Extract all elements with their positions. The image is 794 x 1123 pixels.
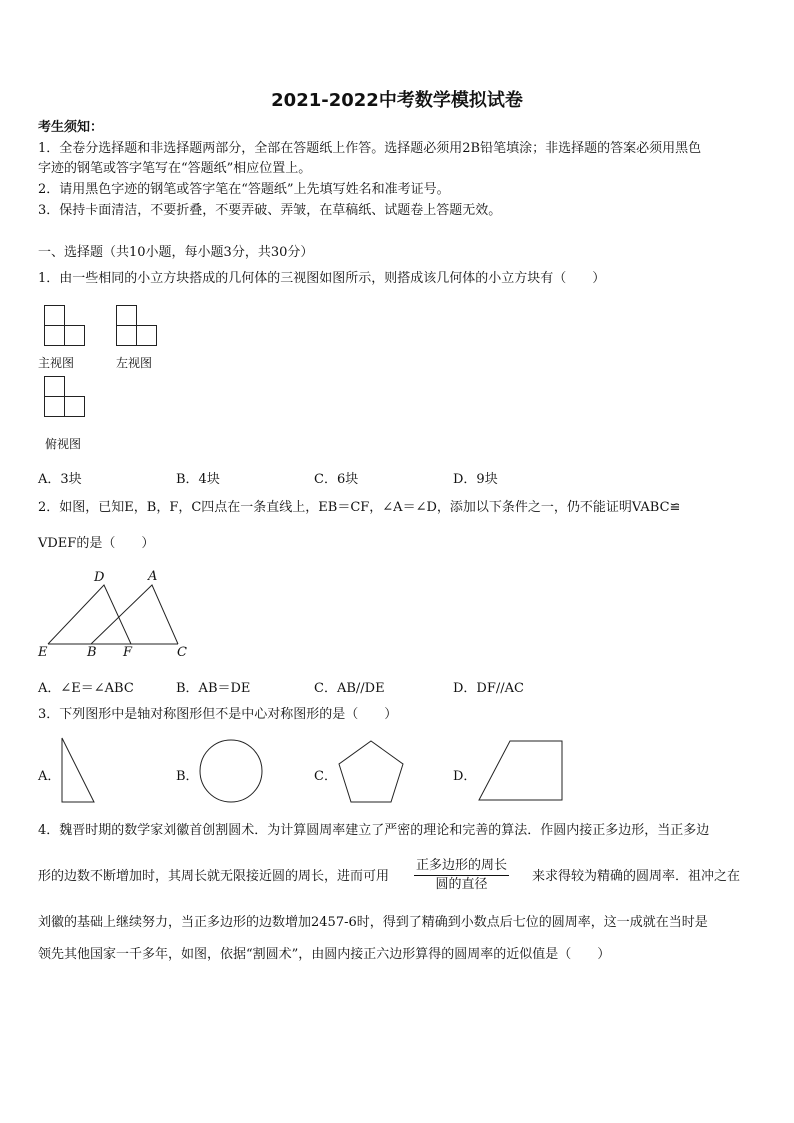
q1-option-d[interactable]: D．9块 [453, 472, 498, 487]
q1-option-b[interactable]: B．4块 [176, 472, 220, 487]
section-heading: 一、选择题（共10小题，每小题3分，共30分） [38, 245, 314, 260]
notice-heading: 考生须知： [38, 120, 104, 135]
point-label-d: D [94, 570, 105, 585]
q3-option-c[interactable]: C． [314, 769, 337, 784]
q1-option-a[interactable]: A．3块 [38, 472, 82, 487]
point-label-b: B [87, 645, 97, 660]
q3-option-a[interactable]: A． [38, 769, 61, 784]
q2-option-b[interactable]: B．AB＝DE [176, 681, 251, 696]
front-view-figure [44, 305, 88, 349]
point-label-c: C [177, 645, 187, 660]
question-1-stem: 1．由一些相同的小立方块搭成的几何体的三视图如图所示，则搭成该几何体的小立方块有（ ） [38, 271, 606, 286]
trapezoid-shape [476, 739, 566, 803]
q3-option-d[interactable]: D． [453, 769, 477, 784]
triangles-figure [34, 568, 194, 660]
question-2-stem: 2．如图，已知E，B，F，C四点在一条直线上，EB＝CF，∠A＝∠D，添加以下条件之一，仍不能证明VABC≌ [38, 500, 681, 515]
question-3-stem: 3．下列图形中是轴对称图形但不是中心对称图形的是（ ） [38, 707, 398, 722]
notice-item: 3．保持卡面清洁，不要折叠，不要弄破、弄皱，在草稿纸、试题卷上答题无效。 [38, 203, 502, 218]
q2-option-d[interactable]: D．DF//AC [453, 681, 524, 696]
question-2-stem-cont: VDEF的是（ ） [38, 536, 155, 551]
point-label-e: E [38, 645, 48, 660]
front-view-label: 主视图 [38, 356, 75, 370]
question-4-line4: 领先其他国家一千多年，如图，依据“割圆术”，由圆内接正六边形算得的圆周率的近似值是（ ） [38, 947, 611, 962]
fraction-numerator: 正多边形的周长 [414, 857, 509, 876]
left-view-label: 左视图 [116, 356, 153, 370]
point-label-a: A [148, 569, 158, 584]
notice-item: 2．请用黑色字迹的钢笔或答字笔在“答题纸”上先填写姓名和准考证号。 [38, 182, 450, 197]
q2-option-c[interactable]: C．AB//DE [314, 681, 385, 696]
question-4-line2 [38, 867, 389, 887]
question-4-line3: 刘徽的基础上继续努力，当正多边形的边数增加2457-6时，得到了精确到小数点后七位的圆周率，这一成就在当时是 [38, 915, 708, 930]
question-4-line1: 4．魏晋时期的数学家刘徽首创割圆术．为计算圆周率建立了严密的理论和完善的算法．作圆内接正多边形，当正多边 [38, 823, 710, 838]
q2-option-a[interactable]: A．∠E＝∠ABC [38, 681, 134, 696]
fraction-denominator: 圆的直径 [435, 877, 488, 892]
q1-option-c[interactable]: C．6块 [314, 472, 359, 487]
q3-option-b[interactable]: B． [176, 769, 199, 784]
page-title: 2021-2022中考数学模拟试卷 [271, 90, 523, 111]
pentagon-shape [336, 739, 406, 805]
question-4-line2-end: 来求得较为精确的圆周率．祖冲之在 [532, 869, 741, 884]
point-label-f: F [123, 645, 133, 660]
circumference-fraction [414, 857, 509, 894]
question-4-line2-start: 形的边数不断增加时，其周长就无限接近圆的周长，进而可用 [38, 869, 390, 884]
notice-item: 字迹的钢笔或答字笔写在“答题纸”相应位置上。 [38, 161, 312, 176]
left-view-figure [116, 305, 160, 349]
circle-shape [198, 739, 266, 805]
right-triangle-shape [58, 736, 98, 806]
notice-item: 1．全卷分选择题和非选择题两部分，全部在答题纸上作答。选择题必须用2B铅笔填涂；非选择题的答案必须用黑色 [38, 141, 702, 156]
top-view-figure [44, 376, 88, 420]
top-view-label: 俯视图 [45, 437, 82, 451]
